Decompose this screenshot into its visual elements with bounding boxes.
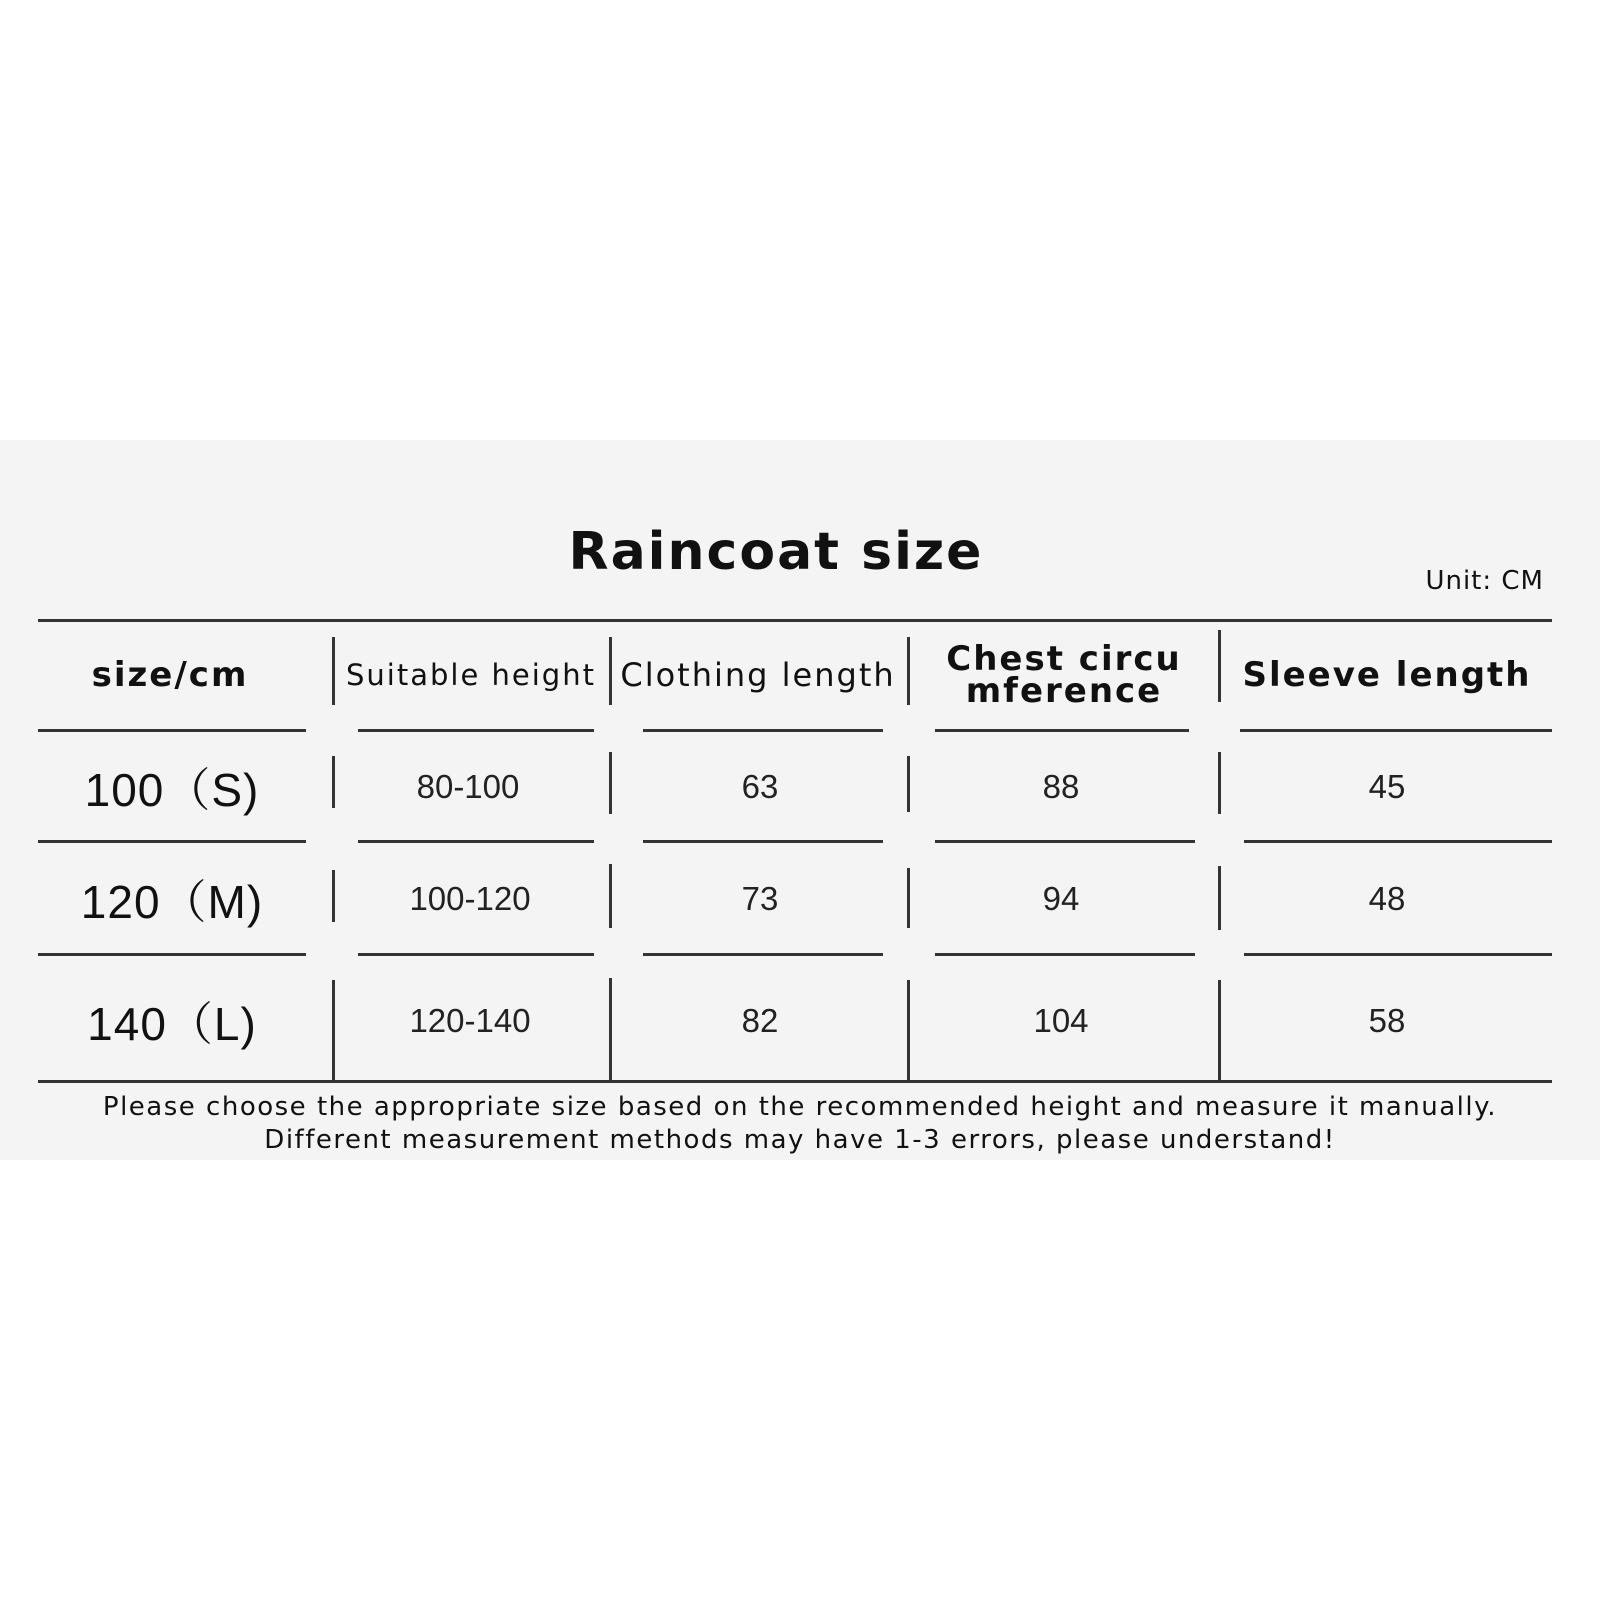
- header-divider: [609, 637, 612, 705]
- row-underline: [38, 840, 306, 843]
- cell-clothing-length: 82: [741, 1002, 779, 1039]
- note-line-2: Different measurement methods may have 1-3 errors, please understand!: [264, 1125, 1336, 1155]
- header-underline: [38, 729, 306, 732]
- row-divider: [609, 752, 612, 814]
- row-underline: [358, 840, 594, 843]
- row-underline: [935, 953, 1195, 956]
- row-underline: [643, 840, 883, 843]
- row-divider: [907, 980, 910, 1080]
- header-clothing-length: Clothing length: [620, 656, 896, 694]
- header-underline: [643, 729, 883, 732]
- cell-chest-circumference: 104: [1033, 1002, 1089, 1039]
- cell-chest-circumference: 94: [1042, 880, 1080, 917]
- row-size-s: 100（S): [84, 764, 260, 816]
- size-chart-panel: [0, 440, 1600, 1160]
- header-divider: [907, 637, 910, 705]
- row-underline: [1244, 840, 1552, 843]
- row-divider: [1218, 866, 1221, 930]
- row-divider: [1218, 752, 1221, 814]
- note-line-1: Please choose the appropriate size based on the recommended height and measure it manually.: [102, 1092, 1498, 1122]
- header-underline: [935, 729, 1189, 732]
- row-divider: [907, 756, 910, 812]
- header-size: size/cm: [91, 655, 249, 695]
- unit-label: Unit: CM: [1425, 566, 1544, 596]
- header-underline: [358, 729, 594, 732]
- row-divider: [332, 756, 335, 808]
- row-underline: [643, 953, 883, 956]
- cell-clothing-length: 63: [741, 768, 779, 805]
- row-divider: [332, 980, 335, 1080]
- row-divider: [609, 864, 612, 928]
- row-underline: [935, 840, 1195, 843]
- cell-sleeve-length: 45: [1368, 768, 1406, 805]
- header-suitable-height: Suitable height: [346, 658, 596, 692]
- cell-sleeve-length: 48: [1368, 880, 1406, 917]
- header-underline: [1240, 729, 1552, 732]
- cell-suitable-height: 120-140: [409, 1002, 531, 1039]
- cell-suitable-height: 80-100: [416, 768, 520, 805]
- header-chest-circumference: Chest circu mference: [946, 639, 1182, 711]
- table-top-rule: [38, 619, 1552, 622]
- table-bottom-rule: [38, 1080, 1552, 1083]
- row-underline: [38, 953, 306, 956]
- row-divider: [1218, 980, 1221, 1080]
- cell-sleeve-length: 58: [1368, 1002, 1406, 1039]
- row-size-m: 120（M): [80, 876, 264, 928]
- chart-title: Raincoat size: [568, 522, 984, 582]
- row-divider: [609, 978, 612, 1080]
- cell-clothing-length: 73: [741, 880, 779, 917]
- row-underline: [1244, 953, 1552, 956]
- cell-chest-circumference: 88: [1042, 768, 1080, 805]
- header-sleeve-length: Sleeve length: [1242, 655, 1532, 695]
- row-size-l: 140（L): [87, 998, 257, 1050]
- header-divider: [1218, 630, 1221, 702]
- row-divider: [907, 868, 910, 928]
- header-divider: [332, 637, 335, 705]
- row-underline: [358, 953, 594, 956]
- cell-suitable-height: 100-120: [409, 880, 531, 917]
- row-divider: [332, 870, 335, 922]
